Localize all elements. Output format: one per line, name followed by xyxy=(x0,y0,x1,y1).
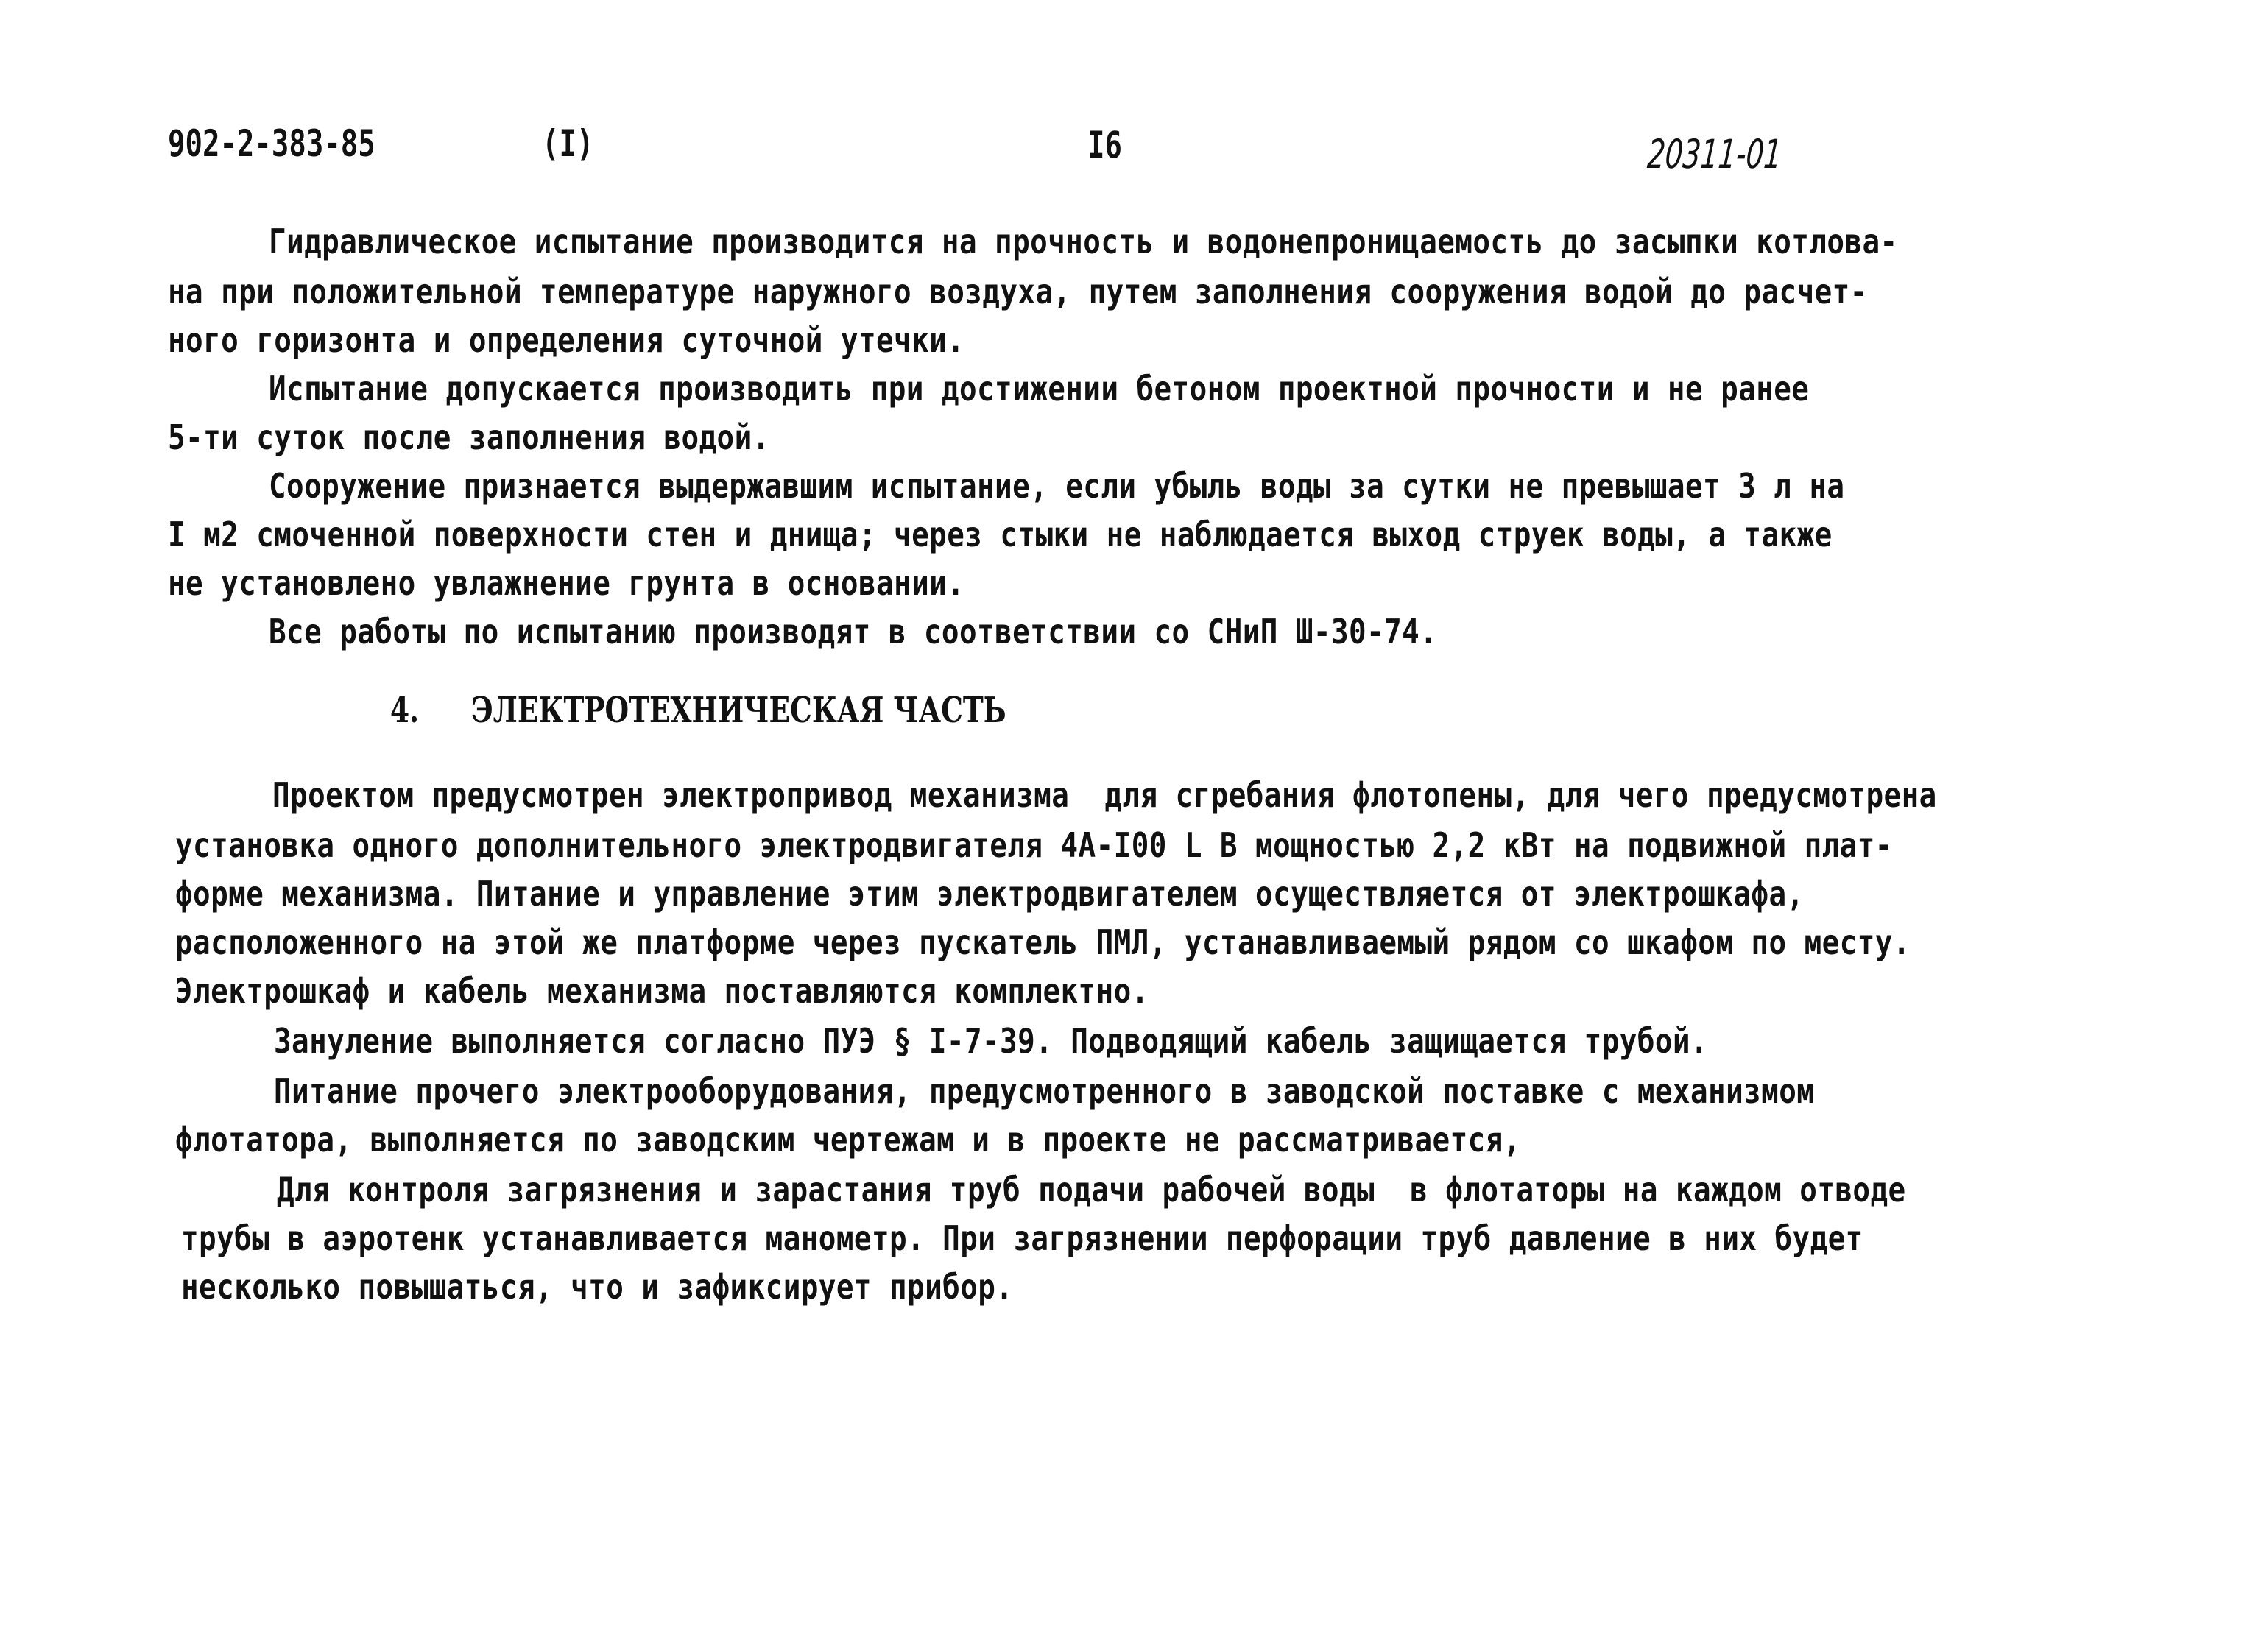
text-line: на при положительной температуре наружного воздуха, путем заполнения сооружения водой до расчет- xyxy=(168,272,1868,311)
text-line: 5-ти суток после заполнения водой. xyxy=(168,417,770,457)
text-line: форме механизма. Питание и управление этим электродвигателем осуществляется от электрошкафа, xyxy=(175,874,1805,914)
text-line: Испытание допускается производить при достижении бетоном проектной прочности и не ранее xyxy=(269,369,1810,409)
text-line: не установлено увлажнение грунта в основании. xyxy=(168,563,965,603)
text-line: I м2 смоченной поверхности стен и днища; через стыки не наблюдается выход струек воды, а также xyxy=(168,515,1833,554)
text-line: Электрошкаф и кабель механизма поставляются комплектно. xyxy=(175,971,1149,1011)
text-line: трубы в аэротенк устанавливается манометр. При загрязнении перфорации труб давление в них будет xyxy=(181,1218,1863,1258)
text-line: Проектом предусмотрен электропривод механизма для сгребания флотопены, для чего предусмотрена xyxy=(272,775,1937,815)
text-line: несколько повышаться, что и зафиксирует прибор. xyxy=(181,1267,1014,1307)
text-line: Питание прочего электрооборудования, предусмотренного в заводской поставке с механизмом xyxy=(274,1071,1815,1111)
section-title: ЭЛЕКТРОТЕХНИЧЕСКАЯ ЧАСТЬ xyxy=(471,690,1006,731)
text-line: Для контроля загрязнения и зарастания труб подачи рабочей воды в флотаторы на каждом отводе xyxy=(277,1170,1906,1210)
text-line: Сооружение признается выдержавшим испытание, если убыль воды за сутки не превышает 3 л на xyxy=(269,466,1845,506)
text-line: Все работы по испытанию производят в соответствии со СНиП Ш-30-74. xyxy=(269,612,1438,652)
sheet-code: 20311-01 xyxy=(1646,131,1784,177)
text-line: флотатора, выполняется по заводским чертежам и в проекте не рассматривается, xyxy=(175,1120,1521,1159)
section-number: 4. xyxy=(390,690,420,731)
page-number: I6 xyxy=(1087,124,1122,166)
text-line: Гидравлическое испытание производится на прочность и водонепроницаемость до засыпки котлова- xyxy=(269,222,1898,261)
text-line: Зануление выполняется согласно ПУЭ § I-7-39. Подводящий кабель защищается трубой. xyxy=(274,1021,1709,1061)
volume-number: (I) xyxy=(542,122,594,165)
text-line: установка одного дополнительного электродвигателя 4А-I00 L B мощностью 2,2 кВт на подвижной плат- xyxy=(175,825,1893,865)
document-code: 902-2-383-85 xyxy=(168,122,375,165)
text-line: расположенного на этой же платформе через пускатель ПМЛ, устанавливаемый рядом со шкафом по месту. xyxy=(175,922,1911,962)
text-line: ного горизонта и определения суточной утечки. xyxy=(168,320,965,360)
